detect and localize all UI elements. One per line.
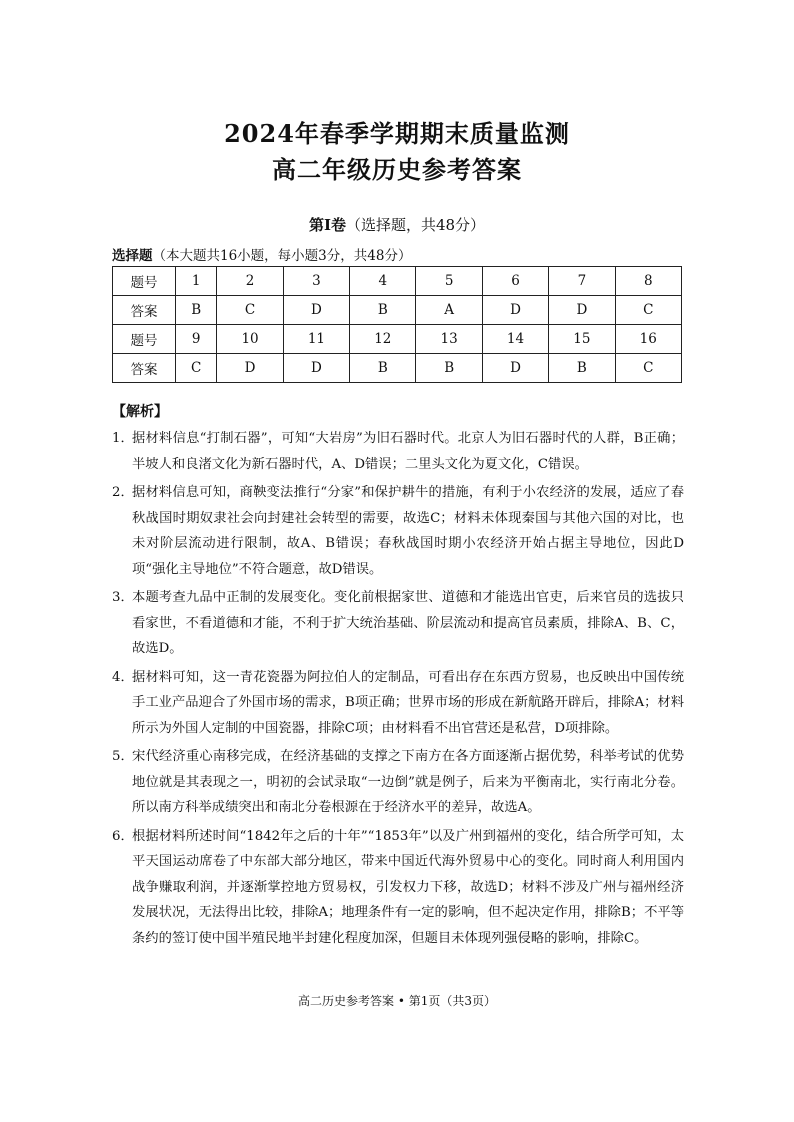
answer-table-cell: C <box>217 296 283 325</box>
answer-table-cell: 12 <box>350 325 416 354</box>
analysis-item-text: 据材料信息可知，商鞅变法推行“分家”和保护耕牛的措施，有利于小农经济的发展，适应了春秋战国时期奴隶社会向封建社会转型的需要，故选C；材料未体现秦国与其他六国的对比，也未对阶层流动进行限制，故A、B错误；春秋战国时期小农经济开始占据主导地位，因此D项“强化主导地位”不符合题意，故D错误。 <box>132 485 684 577</box>
answer-table-cell: 15 <box>549 325 615 354</box>
answer-table-cell: B <box>350 296 416 325</box>
answer-table-cell: 16 <box>615 325 681 354</box>
analysis-item-text: 宋代经济重心南移完成，在经济基础的支撑之下南方在各方面逐渐占据优势，科举考试的优势地位就是其表现之一，明初的会试录取“一边倒”就是例子，后来为平衡南北，实行南北分卷。所以南方科举成绩突出和南北分卷根源在于经济水平的差异，故选A。 <box>132 749 684 815</box>
answer-table-row <box>113 325 682 354</box>
instruction-bold: 选择题 <box>112 248 153 264</box>
section-title <box>0 214 794 235</box>
answer-table-cell: B <box>350 354 416 383</box>
document-title: 2024年春季学期期末质量监测 <box>224 119 570 148</box>
analysis-item-number: 3． <box>112 590 134 605</box>
answer-table-row-label: 题号 <box>113 325 176 354</box>
answer-table-cell: B <box>176 296 217 325</box>
answer-table-cell: C <box>615 296 681 325</box>
answer-table-cell: C <box>615 354 681 383</box>
analysis-item-number: 4． <box>112 669 134 685</box>
analysis-item <box>112 744 684 821</box>
answer-table-cell: 8 <box>615 267 681 296</box>
page-footer: 高二历史参考答案 • 第1页（共3页） <box>298 994 496 1008</box>
answer-table-cell: D <box>482 354 548 383</box>
answer-table <box>112 266 682 383</box>
answer-table-cell: 10 <box>217 325 283 354</box>
answer-table-cell: 1 <box>176 267 217 296</box>
answer-table-row <box>113 267 682 296</box>
answer-table-row-label: 答案 <box>113 296 176 325</box>
answer-table-cell: B <box>549 354 615 383</box>
answer-table-cell: B <box>416 354 482 383</box>
analysis-item <box>112 824 684 952</box>
answer-table-cell: 6 <box>482 267 548 296</box>
answer-table-cell: 5 <box>416 267 482 296</box>
answer-table-cell: D <box>283 296 349 325</box>
analysis-item-text: 本题考查九品中正制的发展变化。变化前根据家世、道德和才能选出官吏，后来官员的选拔只看家世，不看道德和才能，不利于扩大统治基础、阶层流动和提高官员素质，排除A、B、C，故选D。 <box>132 590 684 656</box>
answer-table-cell: D <box>283 354 349 383</box>
section-title-rest: （选择题，共48分） <box>345 216 486 234</box>
answer-table-cell: C <box>176 354 217 383</box>
analysis-item-text: 根据材料所述时间“1842年之后的十年”“1853年”以及广州到福州的变化，结合所学可知，太平天国运动席卷了中东部大部分地区，带来中国近代海外贸易中心的变化。同时商人利用国内战争赚取利润，并逐渐掌控地方贸易权，引发权力下移，故选D；材料不涉及广州与福州经济发展状况，无法得出比较，排除A；地理条件有一定的影响，但不起决定作用，排除B；不平等条约的签订使中国半殖民地半封建化程度加深，但题目未体现列强侵略的影响，排除C。 <box>132 828 684 946</box>
answer-table-cell: 3 <box>283 267 349 296</box>
analysis-list <box>112 426 684 954</box>
answer-table-row-label: 题号 <box>113 267 176 296</box>
answer-table-cell: D <box>217 354 283 383</box>
analysis-item-number: 5． <box>112 749 134 764</box>
section-instruction <box>112 244 411 264</box>
answer-table-cell: D <box>482 296 548 325</box>
analysis-item-text: 据材料信息“打制石器”，可知“大岩房”为旧石器时代。北京人为旧石器时代的人群，B正确；半坡人和良渚文化为新石器时代，A、D错误；二里头文化为夏文化，C错误。 <box>132 431 684 472</box>
answer-table-cell: 4 <box>350 267 416 296</box>
analysis-label: 【解析】 <box>112 404 168 420</box>
answer-table-cell: 11 <box>283 325 349 354</box>
answer-table-cell: 7 <box>549 267 615 296</box>
document-subtitle: 高二年级历史参考答案 <box>272 155 522 184</box>
answer-table-cell: D <box>549 296 615 325</box>
instruction-rest: （本大题共16小题，每小题3分，共48分） <box>152 248 412 264</box>
answer-table-cell: 2 <box>217 267 283 296</box>
analysis-item-number: 1． <box>112 431 134 446</box>
answer-table-row <box>113 296 682 325</box>
answer-table-cell: A <box>416 296 482 325</box>
analysis-item-number: 6． <box>112 828 134 844</box>
answer-table-row-label: 答案 <box>113 354 176 383</box>
analysis-item <box>112 480 684 582</box>
analysis-item <box>112 426 684 477</box>
analysis-item <box>112 585 684 662</box>
analysis-item <box>112 665 684 742</box>
section-title-bold: 第Ⅰ卷 <box>308 216 346 234</box>
answer-table-cell: 13 <box>416 325 482 354</box>
answer-table-cell: 9 <box>176 325 217 354</box>
answer-table-row <box>113 354 682 383</box>
analysis-item-number: 2． <box>112 485 134 500</box>
answer-table-cell: 14 <box>482 325 548 354</box>
analysis-item-text: 据材料可知，这一青花瓷器为阿拉伯人的定制品，可看出存在东西方贸易，也反映出中国传统手工业产品迎合了外国市场的需求，B项正确；世界市场的形成在新航路开辟后，排除A；材料所示为外国人定制的中国瓷器，排除C项；由材料看不出官营还是私营，D项排除。 <box>132 669 684 736</box>
